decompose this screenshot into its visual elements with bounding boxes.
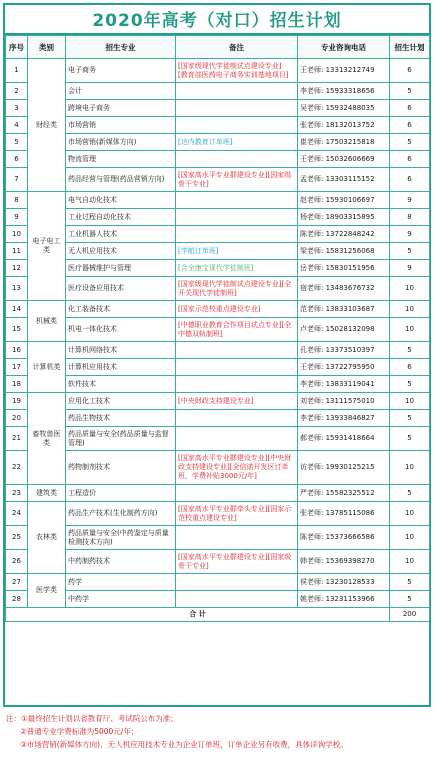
row-major: 物流管理 bbox=[66, 151, 176, 168]
row-category: 医学类 bbox=[28, 574, 66, 608]
table-row bbox=[6, 226, 430, 243]
row-phone: 王老师: 13313212749 bbox=[298, 59, 390, 83]
table-row bbox=[6, 134, 430, 151]
row-major: 应用化工技术 bbox=[66, 393, 176, 410]
table-row bbox=[6, 168, 430, 192]
row-plan: 6 bbox=[390, 151, 430, 168]
row-phone: 孔老师: 13373510397 bbox=[298, 342, 390, 359]
row-major: 工业过程自动化技术 bbox=[66, 209, 176, 226]
row-major: 药物制剂技术 bbox=[66, 451, 176, 485]
table-row bbox=[6, 151, 430, 168]
row-note bbox=[176, 83, 298, 100]
table-row bbox=[6, 83, 430, 100]
note-text: [国家高水平专业群建设专业][中央财政支持建设专业][全信诺开发区订单班，学费补贴3000元/年] bbox=[178, 454, 292, 480]
row-phone: 岳老师: 15830151956 bbox=[298, 260, 390, 277]
row-plan: 5 bbox=[390, 83, 430, 100]
total-value: 200 bbox=[390, 608, 430, 622]
table-row bbox=[6, 574, 430, 591]
row-category: 计算机类 bbox=[28, 342, 66, 393]
row-number: 21 bbox=[6, 427, 28, 451]
row-number: 27 bbox=[6, 574, 28, 591]
row-note bbox=[176, 301, 298, 318]
table-row bbox=[6, 342, 430, 359]
table-row bbox=[6, 192, 430, 209]
row-number: 14 bbox=[6, 301, 28, 318]
row-note bbox=[176, 277, 298, 301]
row-category: 电子电工类 bbox=[28, 192, 66, 301]
row-phone: 吴老师: 15932488035 bbox=[298, 100, 390, 117]
table-row bbox=[6, 318, 430, 342]
row-number: 1 bbox=[6, 59, 28, 83]
row-note bbox=[176, 502, 298, 526]
note-text: [国家级现代学徒制试点建设专业][全开关现代学徒制班] bbox=[178, 279, 292, 297]
row-phone: 郝老师: 15931418664 bbox=[298, 427, 390, 451]
row-number: 13 bbox=[6, 277, 28, 301]
table-header-row bbox=[6, 36, 430, 59]
row-note bbox=[176, 209, 298, 226]
row-note bbox=[176, 342, 298, 359]
row-number: 4 bbox=[6, 117, 28, 134]
table-row bbox=[6, 526, 430, 550]
row-major: 医疗设备应用技术 bbox=[66, 277, 176, 301]
row-number: 23 bbox=[6, 485, 28, 502]
row-note bbox=[176, 100, 298, 117]
table-row bbox=[6, 550, 430, 574]
row-plan: 10 bbox=[390, 301, 430, 318]
table-row bbox=[6, 410, 430, 427]
table-row bbox=[6, 260, 430, 277]
row-major: 中药学 bbox=[66, 591, 176, 608]
row-note bbox=[176, 485, 298, 502]
row-category: 农林类 bbox=[28, 502, 66, 574]
table-row bbox=[6, 359, 430, 376]
row-number: 25 bbox=[6, 526, 28, 550]
total-row bbox=[6, 608, 430, 622]
row-phone: 梁老师: 15831256068 bbox=[298, 243, 390, 260]
row-major: 工业机器人技术 bbox=[66, 226, 176, 243]
note-text: [国家高水平专业群建设专业][国家级骨干专业] bbox=[178, 170, 292, 188]
row-number: 18 bbox=[6, 376, 28, 393]
row-phone: 崔老师: 17503215818 bbox=[298, 134, 390, 151]
table-row bbox=[6, 209, 430, 226]
row-plan: 10 bbox=[390, 393, 430, 410]
row-note bbox=[176, 117, 298, 134]
page-title: 2020年高考（对口）招生计划 bbox=[3, 3, 431, 35]
row-phone: 李老师: 13933846827 bbox=[298, 410, 390, 427]
table-row bbox=[6, 376, 430, 393]
row-plan: 6 bbox=[390, 359, 430, 376]
row-major: 跨境电子商务 bbox=[66, 100, 176, 117]
header-phone: 专业咨询电话 bbox=[298, 36, 390, 59]
row-plan: 10 bbox=[390, 318, 430, 342]
row-plan: 5 bbox=[390, 134, 430, 151]
row-major: 会计 bbox=[66, 83, 176, 100]
row-major: 市场营销(新媒体方向) bbox=[66, 134, 176, 151]
footnotes bbox=[6, 712, 430, 751]
row-number: 22 bbox=[6, 451, 28, 485]
row-note bbox=[176, 243, 298, 260]
row-plan: 10 bbox=[390, 277, 430, 301]
row-plan: 10 bbox=[390, 550, 430, 574]
row-major: 计算机应用技术 bbox=[66, 359, 176, 376]
header-category: 类别 bbox=[28, 36, 66, 59]
row-note bbox=[176, 410, 298, 427]
total-label: 合 计 bbox=[6, 608, 390, 622]
note-text: [中德职业教育合作项目试点专业][全中德双轨制班] bbox=[178, 320, 292, 338]
row-number: 20 bbox=[6, 410, 28, 427]
row-phone: 访老师: 19930125215 bbox=[298, 451, 390, 485]
table-row bbox=[6, 277, 430, 301]
table-row bbox=[6, 243, 430, 260]
row-major: 电子商务 bbox=[66, 59, 176, 83]
row-note bbox=[176, 376, 298, 393]
row-number: 19 bbox=[6, 393, 28, 410]
note-text: [中央财政支持建设专业] bbox=[178, 396, 254, 405]
row-phone: 李老师: 13833119041 bbox=[298, 376, 390, 393]
row-plan: 5 bbox=[390, 243, 430, 260]
row-note bbox=[176, 451, 298, 485]
table-row bbox=[6, 100, 430, 117]
row-number: 11 bbox=[6, 243, 28, 260]
row-category: 建筑类 bbox=[28, 485, 66, 502]
row-phone: 姚老师: 13231153966 bbox=[298, 591, 390, 608]
row-major: 药学 bbox=[66, 574, 176, 591]
row-plan: 8 bbox=[390, 209, 430, 226]
row-note bbox=[176, 151, 298, 168]
table-row bbox=[6, 591, 430, 608]
row-plan: 5 bbox=[390, 427, 430, 451]
row-plan: 5 bbox=[390, 574, 430, 591]
row-note bbox=[176, 526, 298, 550]
enrollment-table bbox=[5, 35, 430, 622]
header-note: 备注 bbox=[176, 36, 298, 59]
row-number: 28 bbox=[6, 591, 28, 608]
row-phone: 严老师: 15582325512 bbox=[298, 485, 390, 502]
row-major: 中药制药技术 bbox=[66, 550, 176, 574]
row-plan: 5 bbox=[390, 591, 430, 608]
row-category: 畜牧兽医类 bbox=[28, 393, 66, 485]
row-phone: 宿老师: 13483676732 bbox=[298, 277, 390, 301]
row-phone: 张老师: 18132013752 bbox=[298, 117, 390, 134]
row-number: 16 bbox=[6, 342, 28, 359]
row-number: 24 bbox=[6, 502, 28, 526]
header-major: 招生专业 bbox=[66, 36, 176, 59]
row-number: 7 bbox=[6, 168, 28, 192]
row-major: 医疗器械维护与管理 bbox=[66, 260, 176, 277]
row-category: 机械类 bbox=[28, 301, 66, 342]
table-row bbox=[6, 451, 430, 485]
row-number: 10 bbox=[6, 226, 28, 243]
table-row bbox=[6, 427, 430, 451]
note-text: [合全康宝现代学徒制班] bbox=[178, 263, 254, 272]
row-phone: 韩老师: 15369398270 bbox=[298, 550, 390, 574]
row-note bbox=[176, 427, 298, 451]
row-number: 12 bbox=[6, 260, 28, 277]
row-number: 9 bbox=[6, 209, 28, 226]
row-note bbox=[176, 192, 298, 209]
row-note bbox=[176, 318, 298, 342]
row-major: 市场营销 bbox=[66, 117, 176, 134]
row-plan: 6 bbox=[390, 100, 430, 117]
row-phone: 王老师: 15032606669 bbox=[298, 151, 390, 168]
row-number: 3 bbox=[6, 100, 28, 117]
row-phone: 侯老师: 13230128533 bbox=[298, 574, 390, 591]
row-major: 药品生物技术 bbox=[66, 410, 176, 427]
row-phone: 张老师: 13785115086 bbox=[298, 502, 390, 526]
footnote-1: 注：①最终招生计划以省教育厅、考试院公布为准； bbox=[6, 714, 178, 723]
note-text: [国家级现代学徒制试点建设专业] [教育部医药电子商务实训基地项目] bbox=[178, 61, 289, 79]
table-row bbox=[6, 485, 430, 502]
row-plan: 6 bbox=[390, 59, 430, 83]
row-plan: 6 bbox=[390, 168, 430, 192]
row-phone: 刘老师: 13111575010 bbox=[298, 393, 390, 410]
row-plan: 5 bbox=[390, 485, 430, 502]
note-text: [国家高水平专业群建设专业][国家级骨干专业] bbox=[178, 552, 292, 570]
table-row bbox=[6, 117, 430, 134]
row-phone: 孟老师: 13303115152 bbox=[298, 168, 390, 192]
row-note bbox=[176, 134, 298, 151]
row-plan: 10 bbox=[390, 526, 430, 550]
row-plan: 6 bbox=[390, 117, 430, 134]
row-plan: 10 bbox=[390, 502, 430, 526]
row-number: 8 bbox=[6, 192, 28, 209]
row-category: 财经类 bbox=[28, 59, 66, 192]
row-note bbox=[176, 168, 298, 192]
row-major: 工程造价 bbox=[66, 485, 176, 502]
row-major: 药品质量与安全(药品质量与监督管理) bbox=[66, 427, 176, 451]
row-plan: 9 bbox=[390, 192, 430, 209]
row-note bbox=[176, 226, 298, 243]
row-phone: 王老师: 13722795950 bbox=[298, 359, 390, 376]
row-major: 药品生产技术(生化制药方向) bbox=[66, 502, 176, 526]
row-note bbox=[176, 260, 298, 277]
row-major: 化工装备技术 bbox=[66, 301, 176, 318]
header-plan: 招生计划 bbox=[390, 36, 430, 59]
row-plan: 5 bbox=[390, 376, 430, 393]
row-phone: 赵老师: 15930106697 bbox=[298, 192, 390, 209]
note-text: [学航订单班] bbox=[178, 246, 219, 255]
row-plan: 10 bbox=[390, 451, 430, 485]
note-text: [国家高水平专业群牵头专业][国家示范校重点建设专业] bbox=[178, 504, 292, 522]
row-major: 软件技术 bbox=[66, 376, 176, 393]
header-no: 序号 bbox=[6, 36, 28, 59]
row-phone: 范老师: 13833103687 bbox=[298, 301, 390, 318]
table-row bbox=[6, 59, 430, 83]
row-note bbox=[176, 359, 298, 376]
row-major: 电气自动化技术 bbox=[66, 192, 176, 209]
table-row bbox=[6, 301, 430, 318]
row-major: 药品经营与管理(药品营销方向) bbox=[66, 168, 176, 192]
row-phone: 卢老师: 15028132098 bbox=[298, 318, 390, 342]
row-number: 15 bbox=[6, 318, 28, 342]
footnote-2: ②普通专业学费标准为5000元/年； bbox=[20, 727, 139, 736]
footnote-3: ③市场营销(新媒体方向)、无人机应用技术专业为企业订单班，订单企业另有收费，具体详询学校。 bbox=[20, 740, 348, 749]
row-note bbox=[176, 59, 298, 83]
table-row bbox=[6, 393, 430, 410]
note-text: [国家示范校重点建设专业] bbox=[178, 304, 261, 313]
row-note bbox=[176, 550, 298, 574]
row-major: 计算机网络技术 bbox=[66, 342, 176, 359]
row-note bbox=[176, 393, 298, 410]
row-plan: 5 bbox=[390, 410, 430, 427]
row-major: 无人机应用技术 bbox=[66, 243, 176, 260]
row-plan: 9 bbox=[390, 260, 430, 277]
row-plan: 9 bbox=[390, 226, 430, 243]
row-phone: 李老师: 15933318656 bbox=[298, 83, 390, 100]
row-number: 2 bbox=[6, 83, 28, 100]
row-number: 26 bbox=[6, 550, 28, 574]
note-text: [达内教育订单班] bbox=[178, 137, 233, 146]
table-row bbox=[6, 502, 430, 526]
row-plan: 5 bbox=[390, 342, 430, 359]
row-phone: 杨老师: 18903315895 bbox=[298, 209, 390, 226]
row-note bbox=[176, 574, 298, 591]
row-major: 药品质量与安全(中药鉴定与质量检测技术方向) bbox=[66, 526, 176, 550]
row-phone: 陈老师: 15373666586 bbox=[298, 526, 390, 550]
row-note bbox=[176, 591, 298, 608]
row-major: 机电一体化技术 bbox=[66, 318, 176, 342]
row-number: 5 bbox=[6, 134, 28, 151]
row-phone: 陈老师: 13722848242 bbox=[298, 226, 390, 243]
row-number: 17 bbox=[6, 359, 28, 376]
row-number: 6 bbox=[6, 151, 28, 168]
